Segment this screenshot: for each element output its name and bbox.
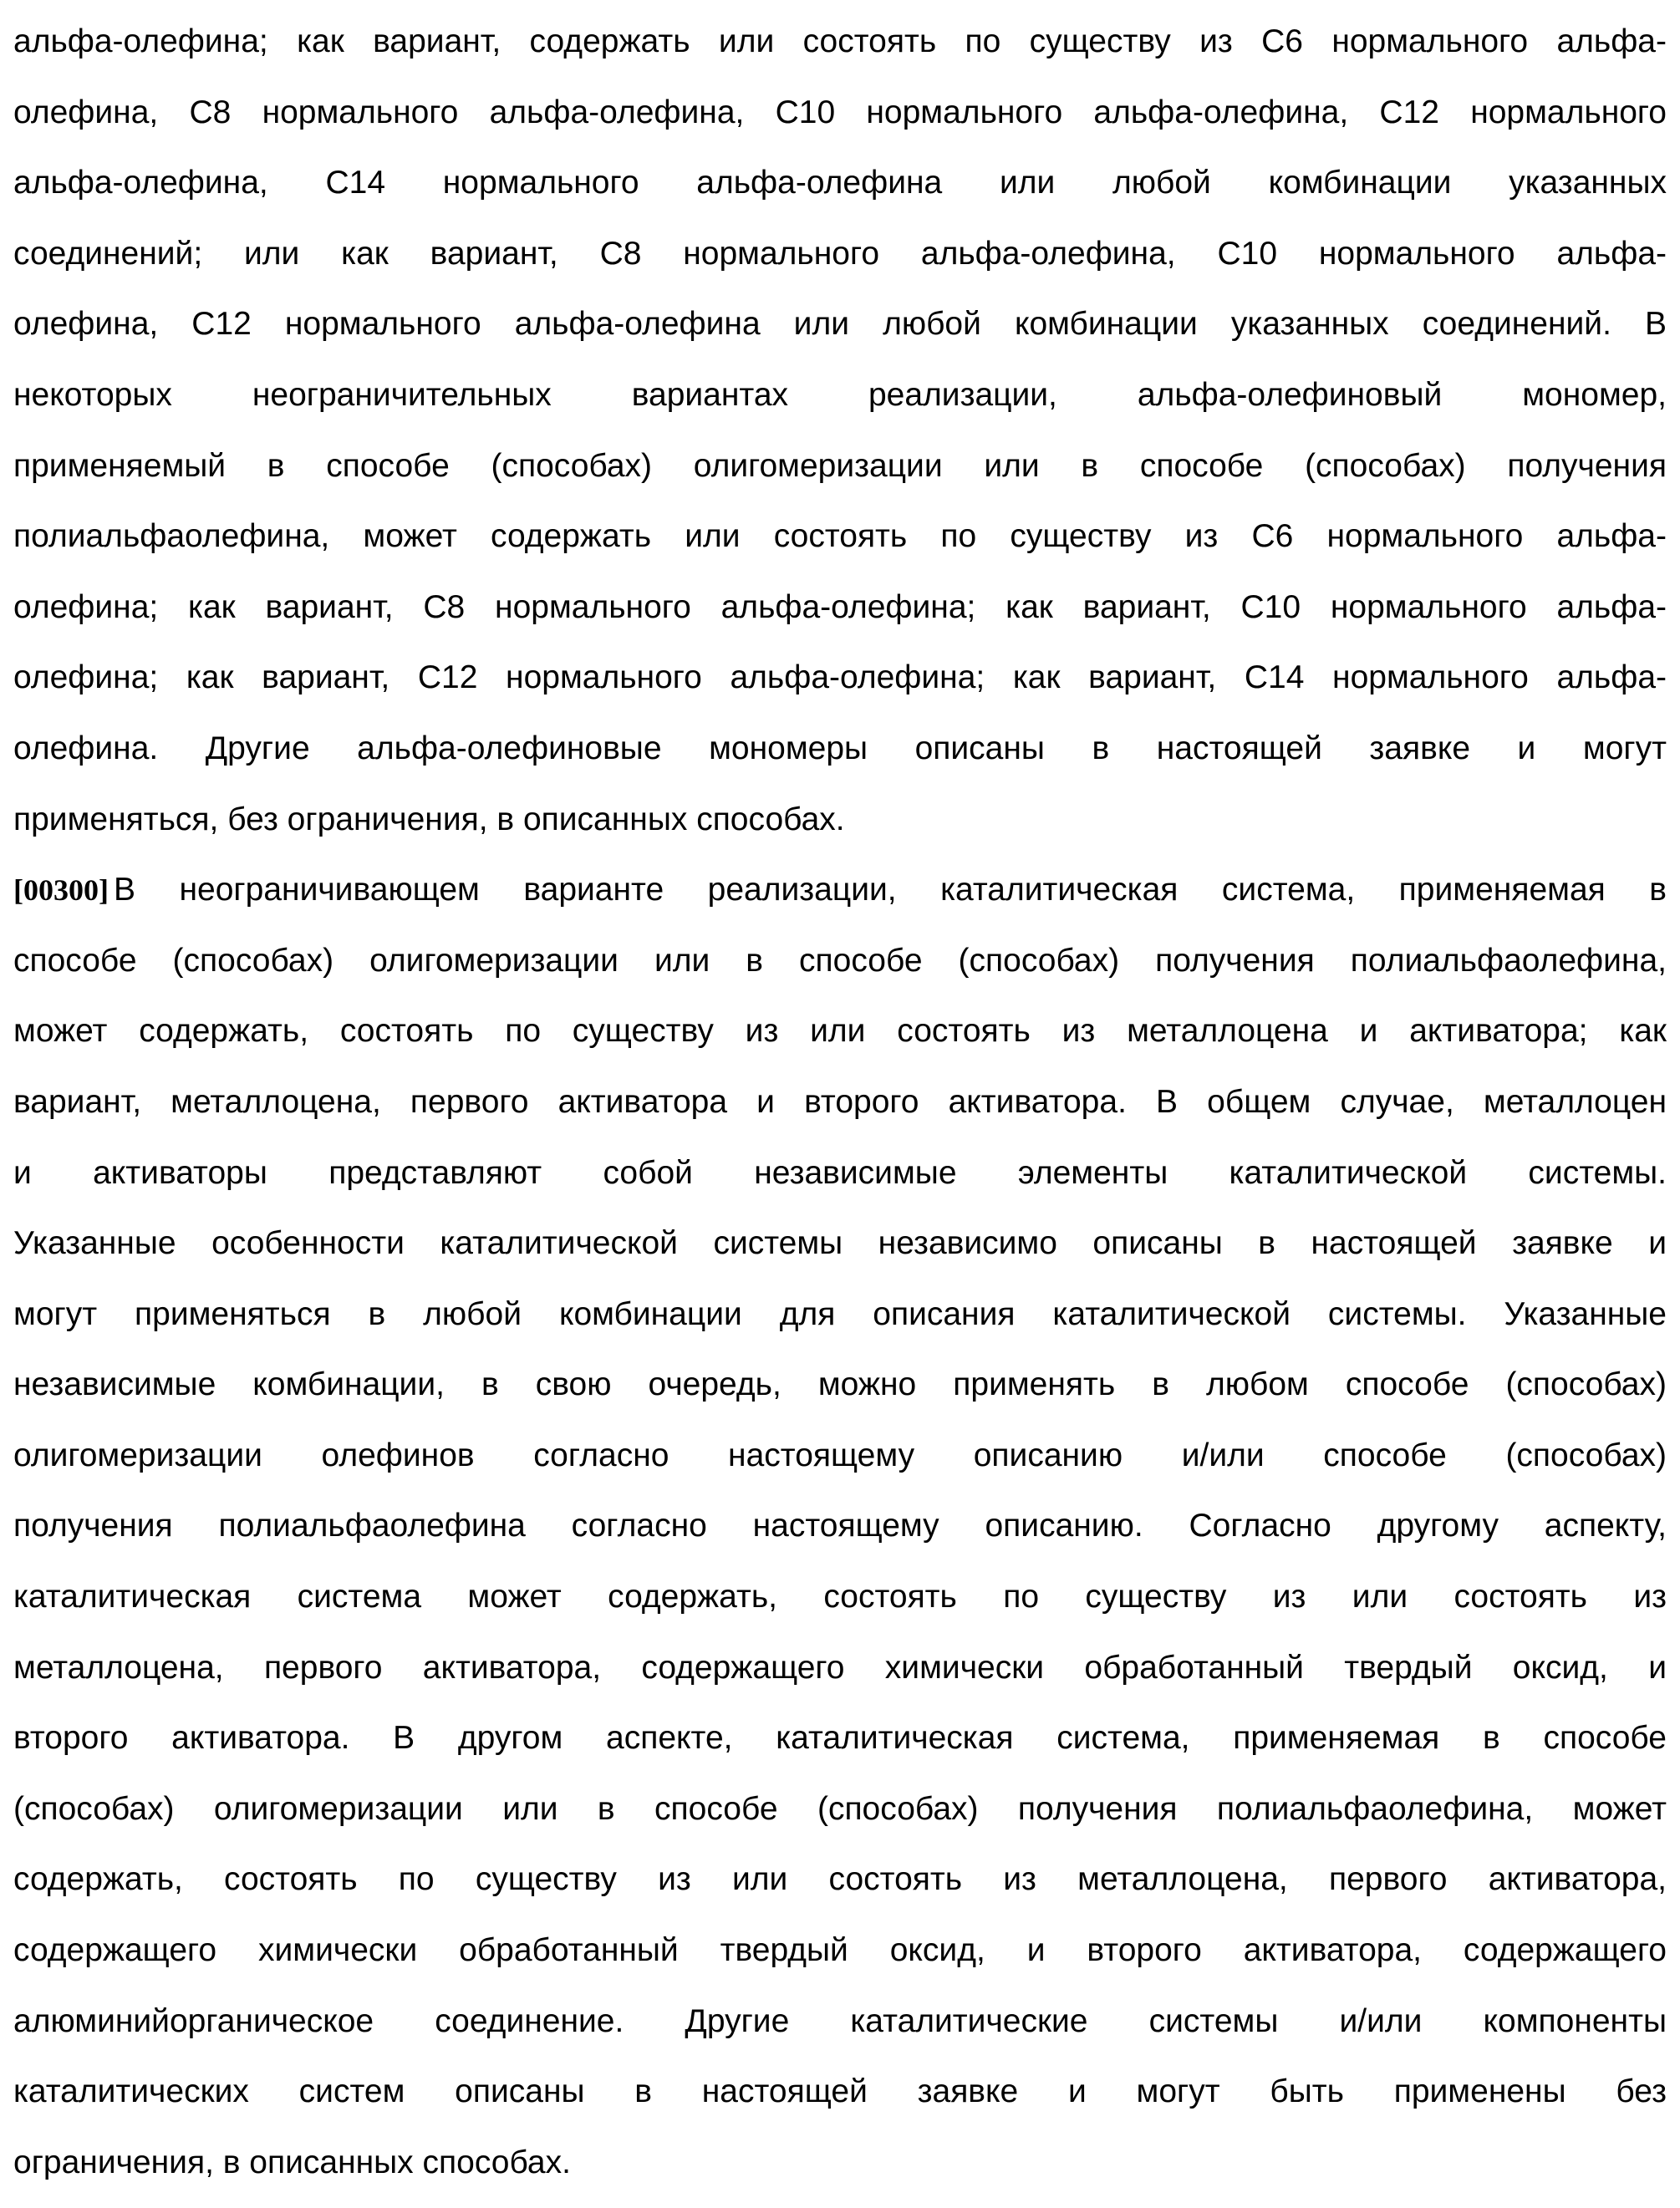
text-line [13,785,1667,856]
line-text: второго активатора. В другом аспекте, каталитическая система, применяемая в способе [13,1720,1667,1756]
text-line [13,360,1667,431]
line-text: некоторых неограничительных вариантах реализации, альфа-олефиновый мономер, [13,377,1667,413]
line-text: олефина. Другие альфа-олефиновые мономеры описаны в настоящей заявке и могут [13,730,1667,766]
line-text: каталитическая система может содержать, состоять по существу из или состоять из [13,1579,1667,1615]
text-line [13,926,1667,997]
text-line [13,855,1667,926]
text-line [13,1491,1667,1562]
text-line [13,1987,1667,2058]
text-line [13,1915,1667,1987]
line-text: альфа-олефина, C14 нормального альфа-олефина или любой комбинации указанных [13,165,1667,201]
line-text: олефина; как вариант, C12 нормального альфа-олефина; как вариант, C14 нормального альфа- [13,659,1667,695]
text-line [13,1844,1667,1915]
line-text: способе (способах) олигомеризации или в способе (способах) получения полиальфаолефина, [13,943,1667,979]
text-line [13,643,1667,714]
document-body [13,7,1667,2198]
line-text: олефина, C12 нормального альфа-олефина или любой комбинации указанных соединений. В [13,306,1667,342]
text-line [13,1562,1667,1633]
line-text: олефина, C8 нормального альфа-олефина, C10 нормального альфа-олефина, C12 нормального [13,94,1667,130]
line-text: Указанные особенности каталитической системы независимо описаны в настоящей заявке и [13,1225,1667,1261]
text-line [13,1208,1667,1280]
line-text: металлоцена, первого активатора, содержащего химически обработанный твердый оксид, и [13,1650,1667,1686]
line-text: применяться, без ограничения, в описанных способах. [13,801,845,837]
text-line [13,148,1667,219]
text-line [13,78,1667,149]
line-text: получения полиальфаолефина согласно настоящему описанию. Согласно другому аспекту, [13,1508,1667,1544]
text-line [13,1280,1667,1351]
text-line [13,1067,1667,1138]
line-text: полиальфаолефина, может содержать или состоять по существу из C6 нормального альфа- [13,518,1667,554]
line-text: могут применяться в любой комбинации для описания каталитической системы. Указанные [13,1296,1667,1332]
line-text: независимые комбинации, в свою очередь, можно применять в любом способе (способах) [13,1366,1667,1402]
text-line [13,289,1667,360]
text-line [13,572,1667,644]
line-text: ограничения, в описанных способах. [13,2144,571,2180]
text-line [13,431,1667,502]
text-line [13,1138,1667,1209]
text-line [13,714,1667,785]
line-text: содержащего химически обработанный твердый оксид, и второго активатора, содержащего [13,1932,1667,1968]
line-text: может содержать, состоять по существу из или состоять из металлоцена и активатора; как [13,1013,1667,1049]
line-text: олигомеризации олефинов согласно настоящему описанию и/или способе (способах) [13,1437,1667,1473]
paragraph [13,7,1667,855]
text-line [13,1774,1667,1845]
line-text: и активаторы представляют собой независимые элементы каталитической системы. [13,1155,1667,1191]
text-line [13,2057,1667,2128]
line-text: В неограничивающем варианте реализации, каталитическая система, применяемая в [114,872,1667,908]
line-text: алюминийорганическое соединение. Другие каталитические системы и/или компоненты [13,2003,1667,2039]
text-line [13,1421,1667,1492]
line-text: олефина; как вариант, C8 нормального альфа-олефина; как вариант, C10 нормального альфа- [13,589,1667,625]
text-line [13,219,1667,290]
text-line [13,7,1667,78]
text-line [13,1703,1667,1774]
text-line [13,996,1667,1067]
text-line [13,1633,1667,1704]
text-line [13,501,1667,572]
line-text: альфа-олефина; как вариант, содержать или состоять по существу из C6 нормального альфа- [13,23,1667,59]
line-text: применяемый в способе (способах) олигомеризации или в способе (способах) получения [13,448,1667,484]
line-text: вариант, металлоцена, первого активатора и второго активатора. В общем случае, металлоцен [13,1084,1667,1120]
line-text: содержать, состоять по существу из или состоять из металлоцена, первого активатора, [13,1861,1667,1897]
line-text: каталитических систем описаны в настоящей заявке и могут быть применены без [13,2073,1667,2109]
line-text: (способах) олигомеризации или в способе (способах) получения полиальфаолефина, может [13,1791,1667,1827]
text-line [13,1350,1667,1421]
paragraph [13,855,1667,2198]
paragraph-number: [00300] [13,873,109,907]
text-line [13,2128,1667,2199]
line-text: соединений; или как вариант, C8 нормального альфа-олефина, C10 нормального альфа- [13,236,1667,272]
